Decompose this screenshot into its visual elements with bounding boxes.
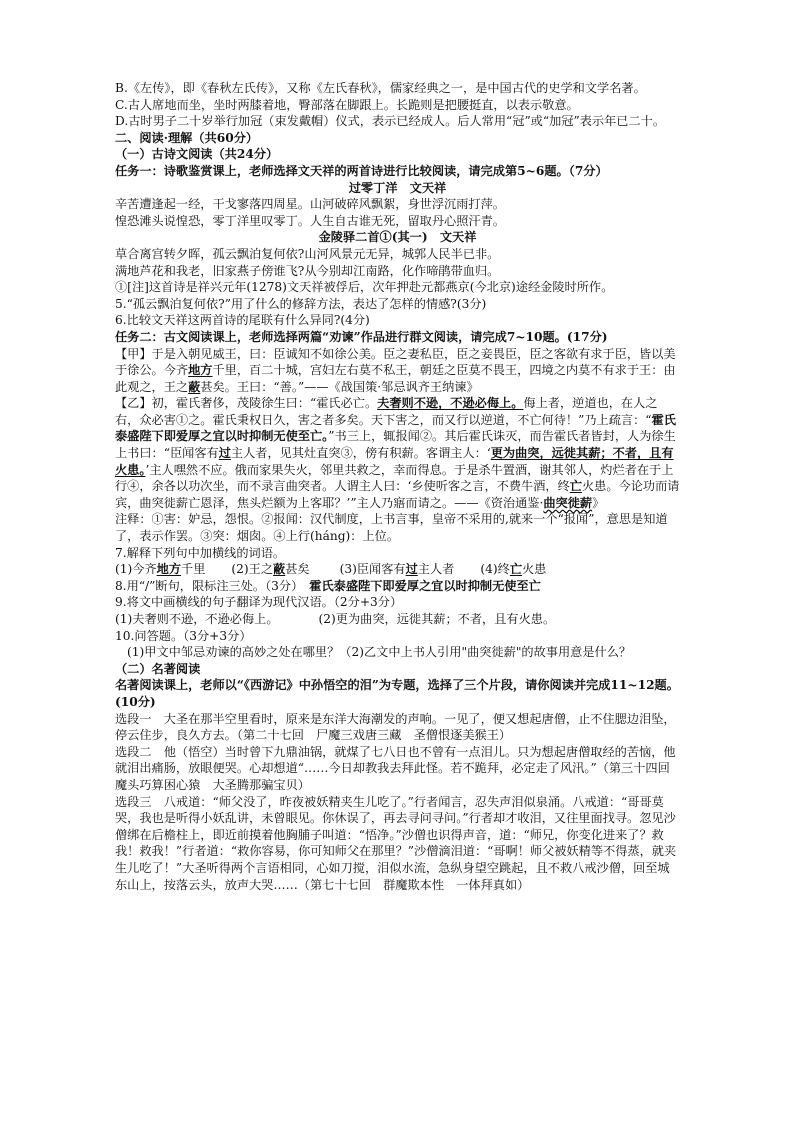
- underlined-word: 蔽: [273, 562, 286, 577]
- subsection-poetry-prose: （一）古诗文阅读（共24分）: [115, 147, 279, 162]
- bold-sentence: 霍氏泰盛陛下即爱厚之宜以时抑制无使至亡。: [115, 412, 676, 444]
- item-text: (4)终: [480, 562, 510, 577]
- poem1-line: 惶恐滩头说惶恐，零丁洋里叹零丁。人生自古谁无死，留取丹心照汗青。: [115, 213, 505, 228]
- annotations: 注释：①害：妒忌，怨恨。②报闻：汉代制度，上书言事，皇帝不采用的,就来一个“报闻”，意思是知道了，表示作罢。③突：烟囱。④上行(háng)：上位。: [115, 512, 668, 544]
- question-8: [115, 578, 680, 595]
- poem1-title: 过零丁洋 文天祥: [348, 180, 447, 195]
- section-title: 二、阅读·理解（共60分）: [115, 130, 259, 145]
- choice-d: D.古时男子二十岁举行加冠（束发戴帽）仪式，表示已经成人。后人常用“冠”或“加冠”表示年已二十。: [115, 114, 666, 129]
- passage-text: ”书三上，辄报闻②。其后霍氏诛灭，而告霍氏者皆封，人为徐生上书曰：“臣闻客有: [115, 429, 676, 461]
- question-10: 10.问答题。（3分+3分）: [115, 628, 252, 643]
- source-title: 曲突徙薪: [543, 495, 593, 510]
- task-one: 任务一：诗歌鉴赏课上，老师选择文天祥的两首诗进行比较阅读，请完成第5~6题。（7分）: [115, 163, 608, 178]
- excerpt-two: 选段二 他（悟空）当时曾下九鼎油锅，就煤了七八日也不曾有一点泪儿。只为想起唐僧取经的苦恼，他就泪出痛肠，放眼便哭。心却想道“……今日却教我去拜此怪。若不跪拜，必定走了风汛。”（第三十四回 魔头巧算困心猿 大圣腾那骗宝贝）: [115, 744, 682, 792]
- exam-page: [115, 80, 680, 893]
- poem2-note: ①[注]这首诗是祥兴元年(1278)文天祥被俘后，次年押赴元都燕京(今北京)途经金陵时所作。: [115, 280, 614, 295]
- passage-text: 侮上者，逆道也，在人之右，众必害①之。霍氏秉权日久，害之者多矣。天下害之，而又行以逆道，不亡何待！”乃上疏言：“: [115, 396, 658, 427]
- item-text: (1)夫奢则不逊，不逊必侮上。: [115, 612, 279, 626]
- choice-b: B.《左传》，即《春秋左氏传》，又称《左氏春秋》，儒家经典之一，是中国古代的史学和文学名著。: [115, 81, 646, 95]
- passage-text: ’主人嘿然不应。俄而家果失火，邻里共救之，幸而得息。于是杀牛置酒，谢其邻人，灼烂者在于上行④，余各以功次坐，而不录言曲突者。人谓主人曰：‘乡使听客之言，不费牛酒，终: [115, 462, 674, 494]
- item-text: (3)臣闻客有: [339, 562, 406, 577]
- bold-sentence: 霍氏泰盛陛下即爱厚之宜以时抑制无使至亡: [309, 578, 541, 593]
- underlined-word: 亡: [569, 479, 582, 494]
- passage-jia: [115, 346, 680, 396]
- poem2-line: 草合离宫转夕晖，孤云飘泊复何依?山河风景元无异，城郭人民半已非。: [115, 246, 500, 261]
- question-9-items: [115, 611, 680, 628]
- passage-text: 火患。今论功而请宾，曲突徙薪亡恩泽，焦头烂额为上客耶？’”主人乃寤而请之。——《资治通鉴·: [115, 479, 680, 510]
- question-9: 9.将文中画横线的句子翻译为现代汉语。（2分+3分）: [115, 595, 403, 610]
- excerpt-one: 选段一 大圣在那半空里看时，原来是东洋大海潮发的声响。一见了，便又想起唐僧，止不住腮边泪坠，停云住步，良久方去。（第二十七回 尸魔三戏唐三藏 圣僧恨逐美猴王）: [115, 711, 676, 743]
- underlined-word: 过: [405, 562, 418, 577]
- task-two: 任务二：古文阅读课上，老师选择两篇“劝谏”作品进行群文阅读，请完成7~10题。(17分): [115, 329, 608, 344]
- passage-text: 【甲】于是入朝见威王，曰：臣诚知不如徐公美。臣之妻私臣，臣之妾畏臣，臣之客欲有求于臣，皆以美于徐公。今齐: [115, 346, 676, 378]
- underlined-word: 地方: [156, 562, 182, 577]
- poem1-line: 辛苦遭逢起一经，干戈寥落四周星。山河破碎风飘絮，身世浮沉雨打萍。: [115, 197, 505, 212]
- underlined-word: 过: [218, 446, 231, 461]
- question-10-items: (1)甲文中邹忌劝谏的高妙之处在哪里？（2)乙文中上书人引用"曲突徙薪"的故事用意是什么？: [127, 645, 632, 660]
- passage-text: 【乙】初，霍氏奢侈，茂陵徐生曰：“霍氏必亡。: [115, 396, 378, 411]
- excerpt-three: 选段三 八戒道：“师父没了，昨夜被妖精夹生儿吃了。”行者闻言，忍失声泪似泉涌。八戒道：“哥哥莫哭，我也是听得小妖乱讲，未曾眼见。你休误了，再去寻问寻问。”行者却才收泪，又往里面找寻。忽见沙僧绑在后檐柱上，即近前摸着他胸脯子叫道：“悟净。”沙僧也识得声音，道：“师兄，你变化进来了？救我！救我！”行者道：“救你容易，你可知师父在那里？”沙僧滴泪道：“哥啊！师父被妖精等不得蒸，就夹生儿吃了！”大圣听得两个言语相同，心如刀搅，泪似水流，急纵身望空跳起，且不救八戒沙僧，回至城东山上，按落云头，放声大哭……（第七十七回 群魔欺本性 一体拜真如）: [115, 794, 677, 892]
- item-text: 甚矣: [285, 562, 310, 577]
- question-7: 7.解释下列句中加横线的词语。: [115, 545, 286, 560]
- poem2-title: 金陵驿二首①(其一) 文天祥: [318, 230, 477, 245]
- task-three: 名著阅读课上，老师以“《西游记》中孙悟空的泪”为专题，选择了三个片段，请你阅读并完成11~12题。(10分): [115, 678, 679, 709]
- item-text: 火患: [522, 562, 547, 577]
- underlined-sentence: 更为曲突，远徙其薪；不者，且有火患。: [115, 446, 674, 477]
- passage-yi: [115, 395, 680, 511]
- question-5: 5.“孤云飘泊复何依?”用了什么的修辞方法，表达了怎样的情感?(3分): [115, 296, 487, 311]
- question-7-items: [115, 561, 680, 578]
- passage-text: 》: [592, 495, 605, 510]
- passage-text: 千里，百二十城，宫妇左右莫不私王，朝廷之臣莫不畏王，四境之内莫不有求于王：由此观之，王之: [115, 363, 676, 394]
- underlined-word: 地方: [188, 363, 213, 378]
- item-text: (2)更为曲突，远徙其薪；不者，且有火患。: [318, 612, 556, 626]
- passage-text: 甚矣。王曰：“善。”——《战国策·邹忌讽齐王纳谏》: [200, 379, 479, 394]
- subsection-classics: （二）名著阅读: [115, 661, 201, 676]
- choice-c: C.古人席地而坐，坐时两膝着地，臀部落在脚跟上。长跪则是把腰挺直，以表示敬意。: [115, 97, 579, 112]
- question-text: 8.用“/”断句，限标注三处。（3分）: [115, 578, 304, 593]
- poem2-line: 满地芦花和我老，旧家燕子傍谁飞?从今别却江南路，化作啼鹃带血归。: [115, 263, 500, 278]
- question-6: 6.比较文天祥这两首诗的尾联有什么异同?(4分): [115, 313, 370, 328]
- item-text: 千里: [181, 562, 206, 577]
- item-text: (1)今齐: [115, 562, 157, 577]
- item-text: (2)王之: [231, 562, 274, 577]
- item-text: 主人者: [417, 562, 455, 577]
- passage-text: 主人者，见其灶直突③，傍有积薪。客谓主人：‘: [230, 446, 491, 461]
- underlined-word: 蔽: [188, 379, 201, 394]
- underlined-word: 亡: [509, 562, 522, 577]
- underlined-sentence: 夫奢则不逊，不逊必侮上。: [377, 396, 524, 411]
